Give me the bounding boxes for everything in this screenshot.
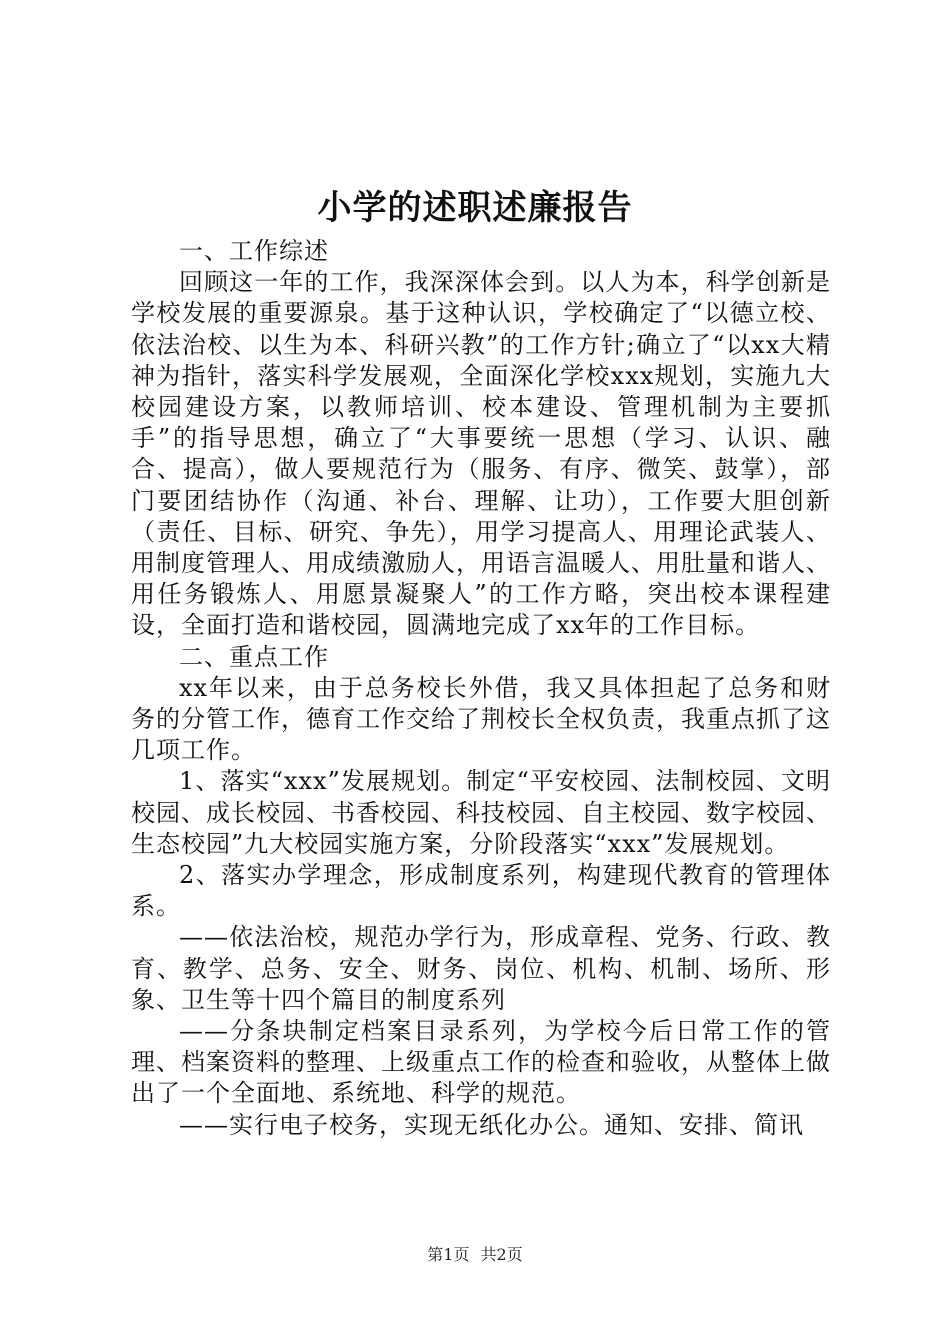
document-body bbox=[131, 236, 831, 1141]
paragraph: ——依法治校，规范办学行为，形成章程、党务、行政、教育、教学、总务、安全、财务、岗位、机构、机制、场所、形象、卫生等十四个篇目的制度系列 bbox=[131, 923, 831, 1014]
page-number: 第1页 bbox=[427, 1245, 470, 1264]
page-total: 共2页 bbox=[480, 1245, 523, 1264]
paragraph: ——实行电子校务，实现无纸化办公。通知、安排、简讯 bbox=[179, 1110, 804, 1139]
section-heading: 二、重点工作 bbox=[179, 642, 329, 671]
document-title: 小学的述职述廉报告 bbox=[317, 188, 633, 228]
paragraph: 1、落实“xxx”发展规划。制定“平安校园、法制校园、文明校园、成长校园、书香校园、科技校园、自主校园、数字校园、生态校园”九大校园实施方案，分阶段落实“xxx”发展规划。 bbox=[131, 767, 831, 858]
page-footer bbox=[0, 1244, 950, 1266]
paragraph: xx年以来，由于总务校长外借，我又具体担起了总务和财务的分管工作，德育工作交给了荆校长全权负责，我重点抓了这几项工作。 bbox=[131, 673, 831, 765]
paragraph: ——分条块制定档案目录系列，为学校今后日常工作的管理、档案资料的整理、上级重点工作的检查和验收，从整体上做出了一个全面地、系统地、科学的规范。 bbox=[131, 1017, 831, 1108]
section-heading: 一、工作综述 bbox=[179, 237, 329, 265]
paragraph: 2、落实办学理念，形成制度系列，构建现代教育的管理体系。 bbox=[131, 861, 831, 921]
paragraph: 回顾这一年的工作，我深深体会到。以人为本，科学创新是学校发展的重要源泉。基于这种认识，学校确定了“以德立校、依法治校、以生为本、科研兴教”的工作方针;确立了“以xx大精神为指针，落实科学发展观，全面深化学校xxx规划，实施九大校园建设方案，以教师培训、校本建设、管理机制为主要抓手”的指导思想，确立了“大事要统一思想（学习、认识、融合、提高），做人要规范行为（服务、有序、微笑、鼓掌），部门要团结协作（沟通、补台、理解、让功），工作要大胆创新（责任、目标、研究、争先），用学习提高人、用理论武装人、用制度管理人、用成绩激励人，用语言温暖人、用肚量和谐人、用任务锻炼人、用愿景凝聚人”的工作方略，突出校本课程建设，全面打造和谐校园，圆满地完成了xx年的工作目标。 bbox=[131, 268, 831, 640]
